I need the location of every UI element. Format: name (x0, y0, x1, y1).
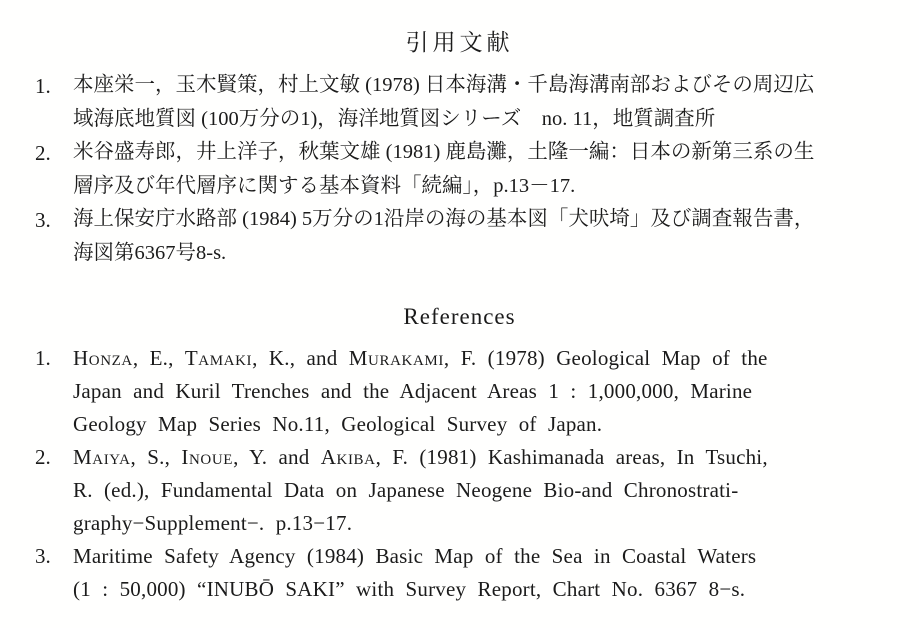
english-reference-list (0, 342, 919, 606)
english-references-section (0, 304, 919, 606)
japanese-reference-list (0, 69, 919, 270)
reference-line: 米谷盛寿郎，井上洋子，秋葉文雄 (1981) 鹿島灘，土隆一編：日本の新第三系の生 (73, 141, 815, 163)
japanese-references-title: 引用文献 (405, 30, 514, 55)
reference-number: 3. (35, 544, 51, 568)
reference-line: Maritime Safety Agency (1984) Basic Map of the Sea in Coastal Waters (73, 544, 757, 568)
reference-line: 海上保安庁水路部 (1984) 5万分の1沿岸の海の基本図「犬吠埼」及び調査報告書， (73, 208, 815, 230)
reference-line: R. (ed.), Fundamental Data on Japanese Neogene Bio-and Chronostrati- (73, 478, 739, 502)
reference-number: 1. (35, 74, 51, 98)
japanese-reference-item-2 (0, 136, 883, 203)
reference-line: Honza, E., Tamaki, K., and Murakami, F. (1978) Geological Map of the (73, 346, 768, 370)
reference-number: 2. (35, 445, 51, 469)
reference-line: (1 : 50,000) “INUBŌ SAKI” with Survey Report, Chart No. 6367 8−s. (73, 577, 746, 601)
reference-number: 3. (35, 208, 51, 232)
reference-line: 海図第6367号8-s. (73, 241, 227, 264)
reference-line: 域海底地質図 (100万分の1)，海洋地質図シリーズ no. 11，地質調査所 (73, 107, 716, 130)
reference-line: Geology Map Series No.11, Geological Survey of Japan. (73, 412, 603, 436)
english-reference-item-3 (0, 540, 883, 606)
english-reference-item-1 (0, 342, 883, 441)
reference-line: graphy−Supplement−. p.13−17. (73, 511, 353, 535)
japanese-reference-item-1 (0, 69, 883, 136)
english-reference-item-2 (0, 441, 883, 540)
japanese-reference-item-3 (0, 203, 883, 270)
reference-line: 層序及び年代層序に関する基本資料「続編」，p.13－17. (73, 174, 576, 197)
reference-line: 本座栄一，玉木賢策，村上文敏 (1978) 日本海溝・千島海溝南部およびその周辺広 (73, 74, 815, 96)
japanese-references-section (0, 24, 919, 270)
reference-line: Maiya, S., Inoue, Y. and Akiba, F. (1981) Kashimanada areas, In Tsuchi, (73, 445, 768, 469)
reference-line: Japan and Kuril Trenches and the Adjacent Areas 1 : 1,000,000, Marine (73, 379, 753, 403)
reference-number: 2. (35, 141, 51, 165)
english-references-title: References (403, 304, 516, 329)
reference-number: 1. (35, 346, 51, 370)
